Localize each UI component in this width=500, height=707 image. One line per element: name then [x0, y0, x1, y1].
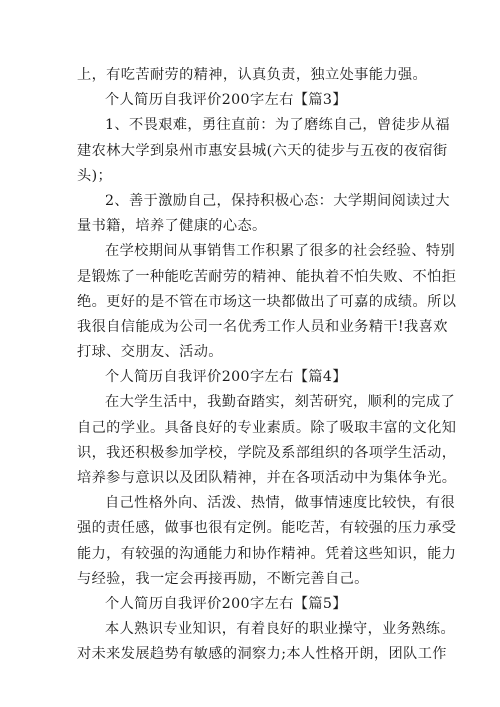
text-line: 头)； — [77, 167, 113, 184]
text-line: 我很自信能成为公司一名优秀工作人员和业务精干!我喜欢 — [77, 318, 448, 335]
text-line: 上，有吃苦耐劳的精神，认真负责，独立处事能力强。 — [77, 67, 428, 83]
text-line: 绝。更好的是不管在市场这一块都做出了可嘉的成绩。所以 — [77, 293, 457, 310]
text-line: 培养参与意识以及团队精神，并在各项活动中为集体争光。 — [77, 470, 457, 486]
text-line: 1、不畏艰难，勇往直前：为了磨练自己，曾徒步从福 — [105, 117, 450, 134]
section-heading: 个人简历自我评价200字左右【篇4】 — [105, 369, 347, 386]
section-heading: 个人简历自我评价200字左右【篇3】 — [105, 92, 347, 109]
text-line: 2、善于激励自己，保持积极心态：大学期间阅读过大 — [105, 192, 450, 209]
document-body — [77, 63, 457, 668]
text-line: 建农林大学到泉州市惠安县城(六天的徒步与五夜的夜宿街 — [77, 142, 448, 159]
text-line: 强的责任感，做事也很有定例。能吃苦，有较强的压力承受 — [77, 520, 457, 537]
text-line: 是锻炼了一种能吃苦耐劳的精神、能执着不怕失败、不怕拒 — [77, 268, 457, 285]
text-line: 打球、交朋友、活动。 — [77, 344, 223, 361]
text-line: 与经验，我一定会再接再励，不断完善自己。 — [77, 570, 369, 587]
text-line: 识，我还积极参加学校，学院及系部组织的各项学生活动， — [77, 444, 457, 461]
text-line: 本人熟识专业知识，有着良好的职业操守，业务熟练。 — [105, 621, 456, 638]
text-line: 在学校期间从事销售工作积累了很多的社会经验、特别 — [105, 243, 456, 260]
text-line: 能力，有较强的沟通能力和协作精神。凭着这些知识，能力 — [77, 545, 457, 562]
text-line: 自己性格外向、活泼、热情，做事情速度比较快，有很 — [105, 495, 456, 512]
section-heading: 个人简历自我评价200字左右【篇5】 — [105, 595, 347, 612]
text-line: 量书籍，培养了健康的心态。 — [77, 218, 267, 235]
text-line: 对未来发展趋势有敏感的洞察力;本人性格开朗，团队工作 — [77, 646, 447, 663]
text-line: 自己的学业。具备良好的专业素质。除了吸取丰富的文化知 — [77, 419, 457, 436]
text-line: 在大学生活中，我勤奋踏实，刻苦研究，顺利的完成了 — [105, 394, 456, 411]
